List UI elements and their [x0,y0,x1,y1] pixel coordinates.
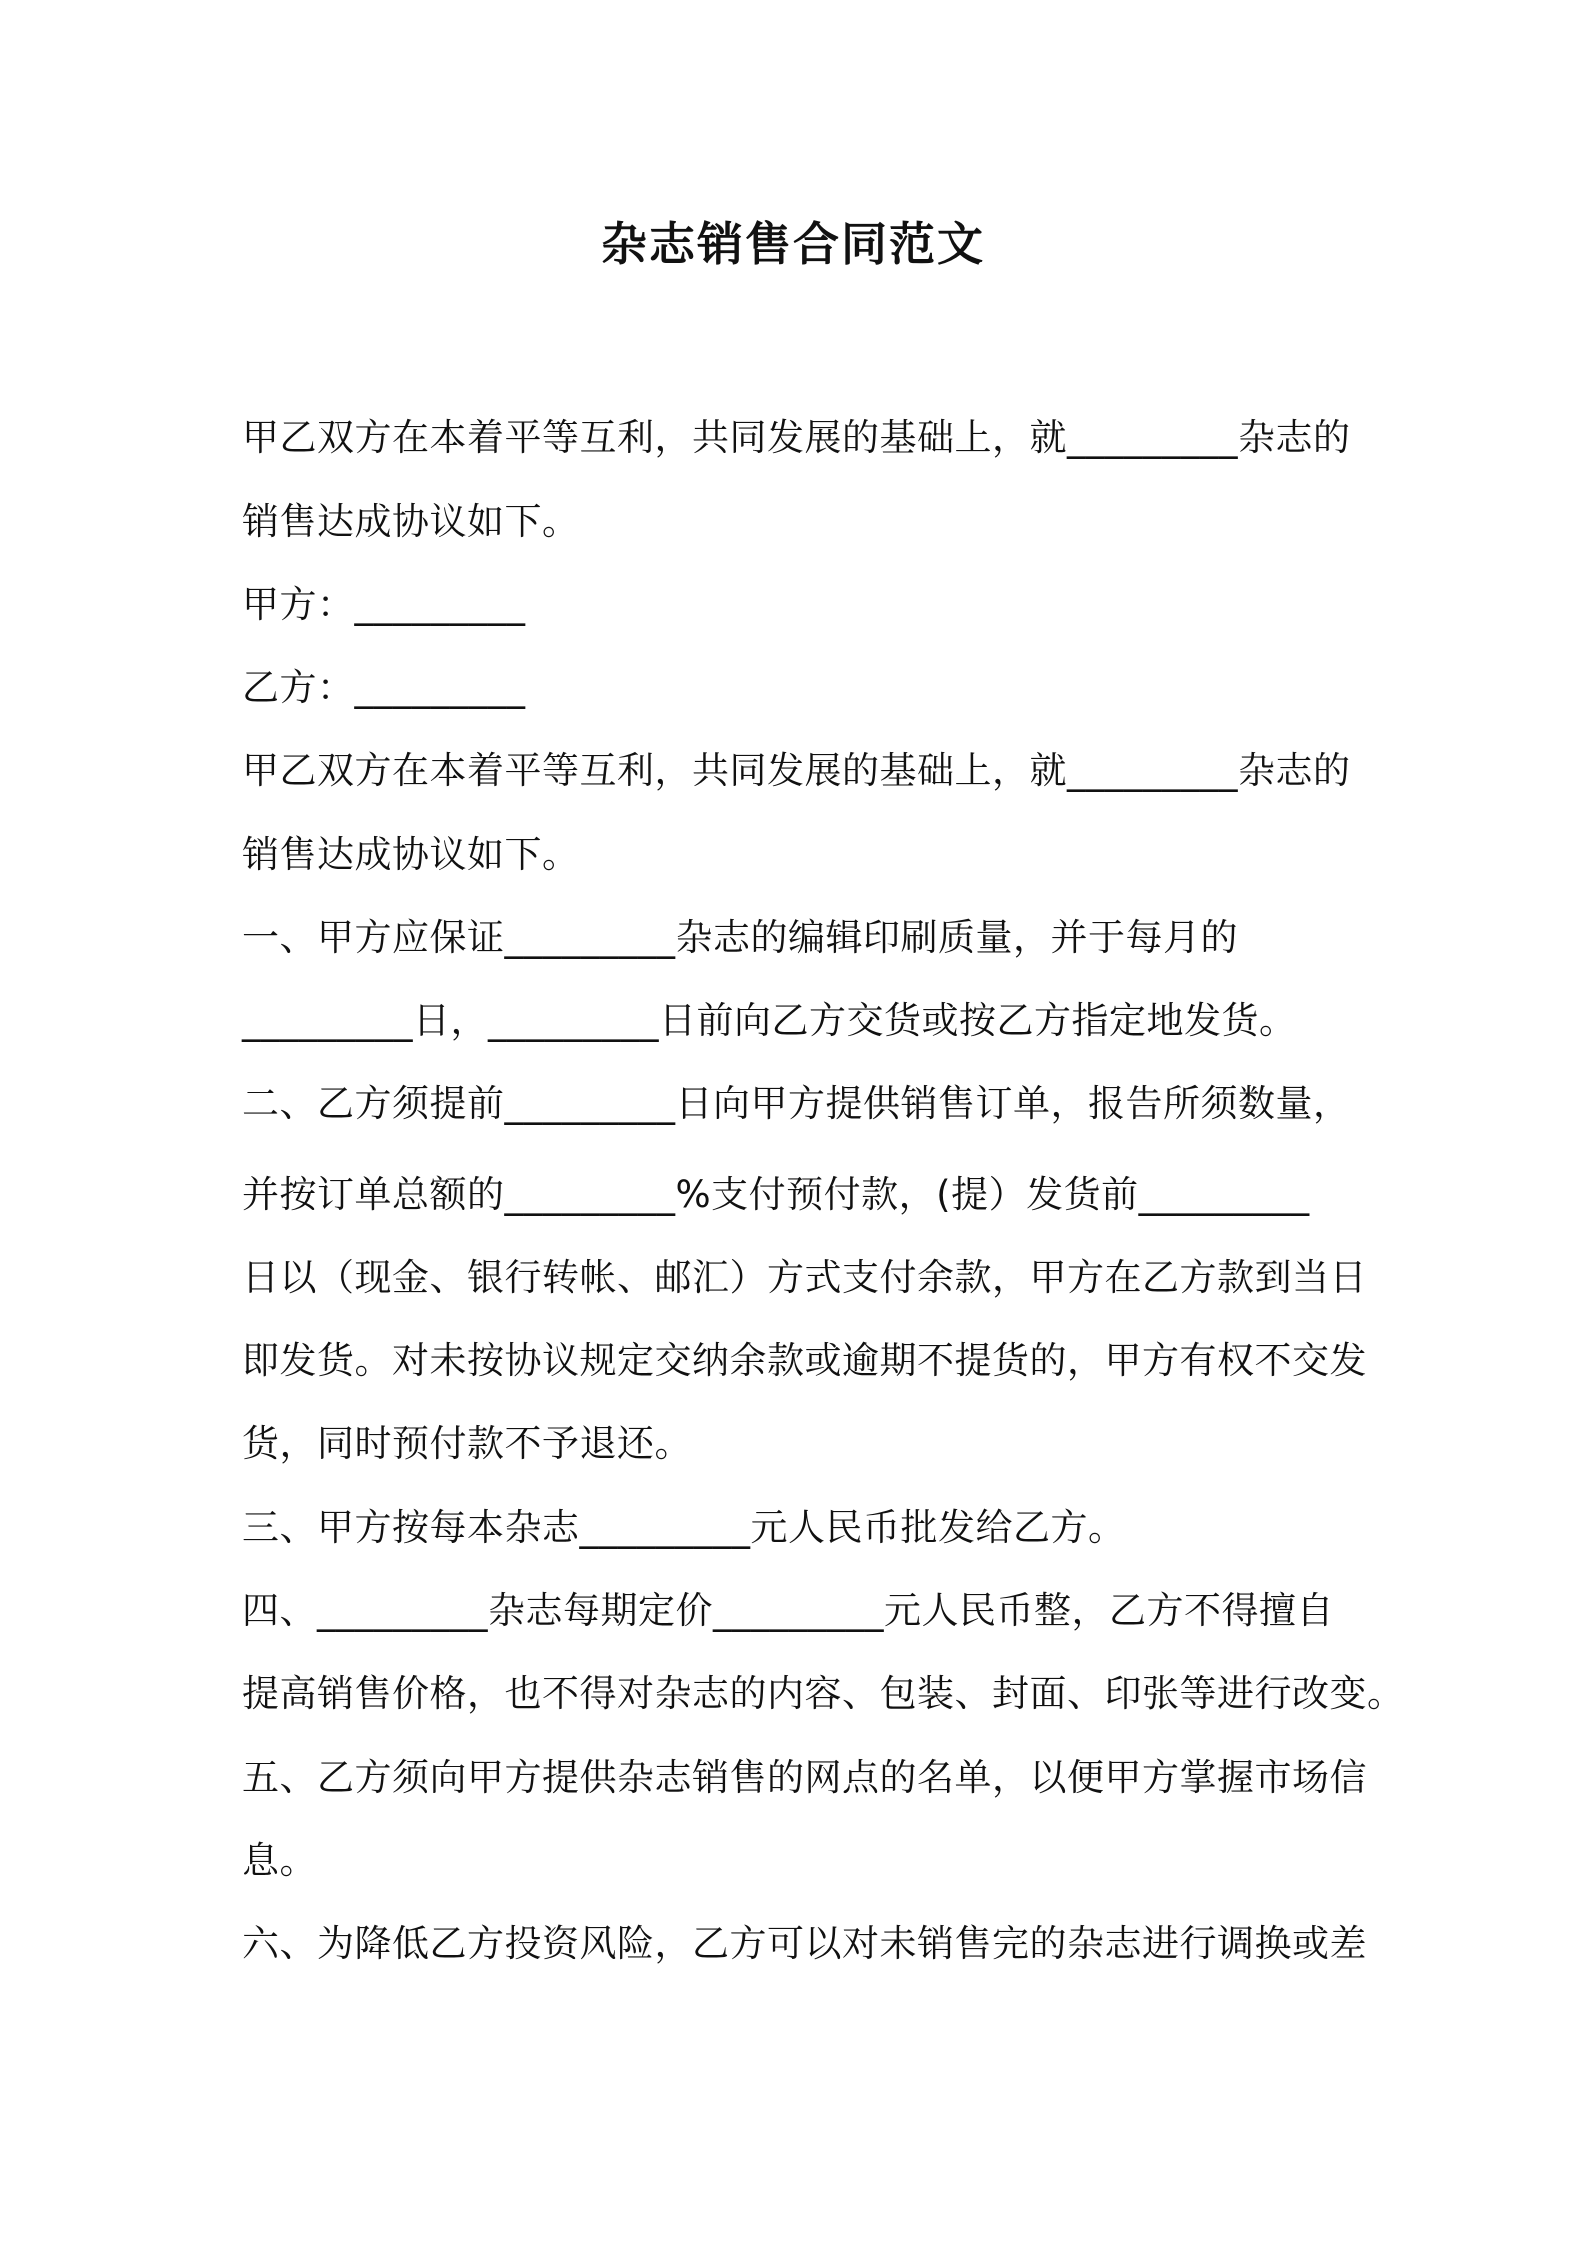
text-line: 甲方：_________ [242,583,526,626]
text-line: 提高销售价格，也不得对杂志的内容、包装、封面、印张等进行改变。 [242,1672,1405,1715]
text-line: 货，同时预付款不予退还。 [242,1422,692,1465]
text-line: _________日，_________日前向乙方交货或按乙方指定地发货。 [242,999,1297,1042]
text-line: 四、_________杂志每期定价_________元人民币整，乙方不得擅自 [242,1589,1334,1632]
text-line: 二、乙方须提前_________日向甲方提供销售订单，报告所须数量， [242,1082,1351,1125]
text-line: 并按订单总额的_________%支付预付款，(提）发货前_________ [242,1173,1310,1216]
text-line: 销售达成协议如下。 [242,500,580,543]
text-line: 五、乙方须向甲方提供杂志销售的网点的名单，以便甲方掌握市场信 [242,1756,1367,1799]
text-line: 息。 [242,1839,317,1882]
text-line: 乙方：_________ [242,666,526,709]
text-line: 甲乙双方在本着平等互利，共同发展的基础上，就_________杂志的 [242,749,1351,792]
text-line: 销售达成协议如下。 [242,833,580,876]
text-line: 三、甲方按每本杂志_________元人民币批发给乙方。 [242,1506,1126,1549]
text-line: 即发货。对未按协议规定交纳余款或逾期不提货的，甲方有权不交发 [242,1339,1367,1382]
text-line: 日以（现金、银行转帐、邮汇）方式支付余款，甲方在乙方款到当日 [242,1256,1367,1299]
text-line: 甲乙双方在本着平等互利，共同发展的基础上，就_________杂志的 [242,416,1351,459]
document-title: 杂志销售合同范文 [601,217,985,271]
text-line: 一、甲方应保证_________杂志的编辑印刷质量，并于每月的 [242,916,1238,959]
text-line: 六、为降低乙方投资风险，乙方可以对未销售完的杂志进行调换或差 [242,1922,1367,1965]
